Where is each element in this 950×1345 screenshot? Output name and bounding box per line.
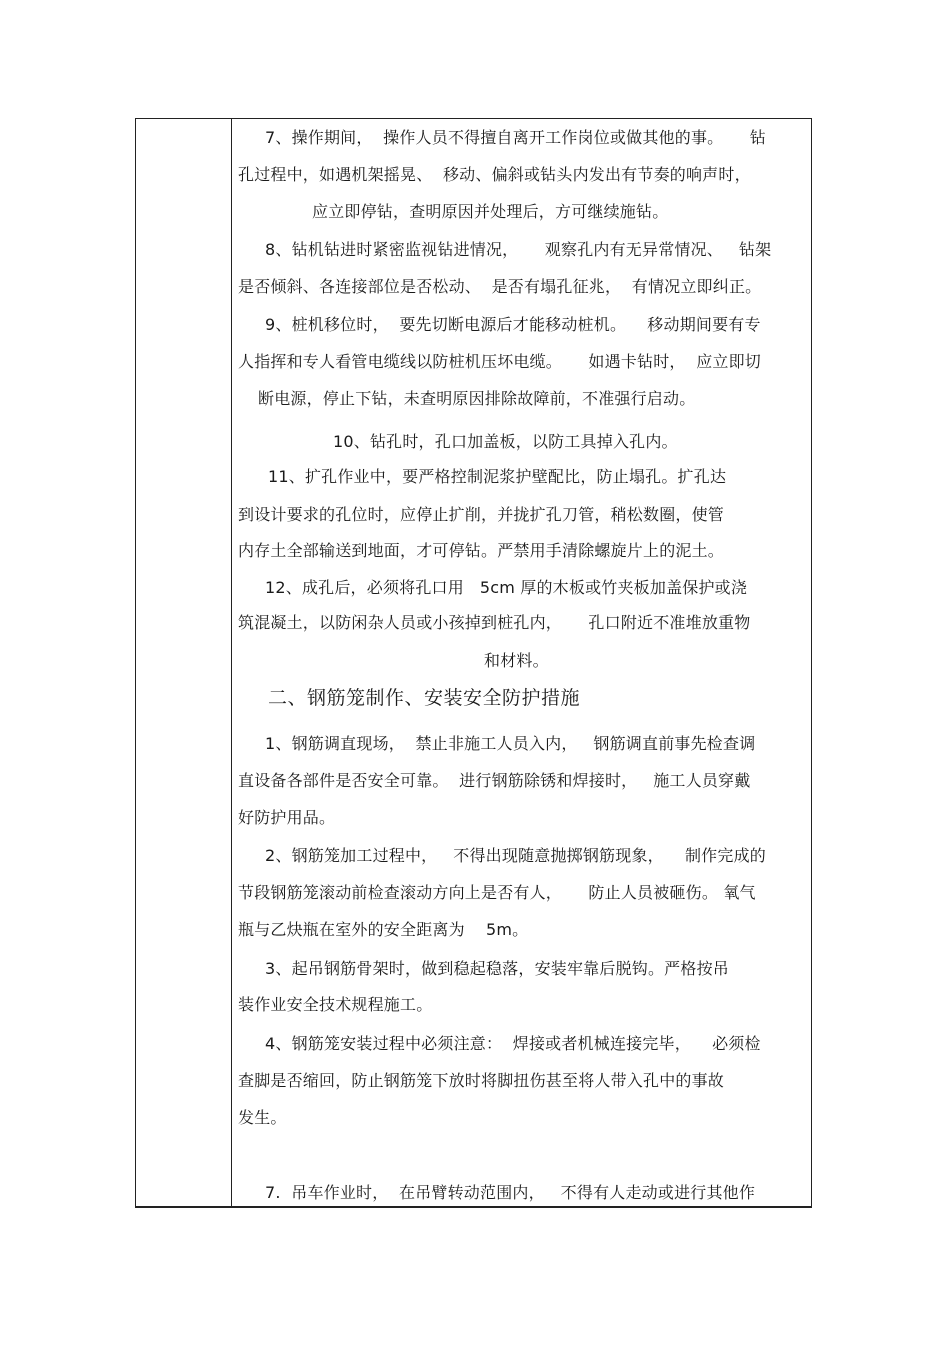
item7-line1: 7、操作期间， 操作人员不得擅自离开工作岗位或做其他的事。 钻 bbox=[265, 128, 766, 147]
item7-line2: 孔过程中，如遇机架摇晃、 移动、偏斜或钻头内发出有节奏的响声时， bbox=[238, 165, 751, 184]
s2-item1-line3: 好防护用品。 bbox=[238, 808, 336, 827]
item12-line1: 12、成孔后，必须将孔口用 5cm 厚的木板或竹夹板加盖保护或浇 bbox=[265, 578, 748, 597]
item11-line1: 11、扩孔作业中，要严格控制泥浆护壁配比，防止塌孔。扩孔达 bbox=[268, 467, 727, 486]
section2-heading: 二、钢筋笼制作、安装安全防护措施 bbox=[268, 687, 581, 709]
s2-item4-line3: 发生。 bbox=[238, 1108, 287, 1127]
item9-line2: 人指挥和专人看管电缆线以防桩机压坏电缆。 如遇卡钻时， 应立即切 bbox=[238, 352, 762, 371]
item8-line2: 是否倾斜、各连接部位是否松动、 是否有塌孔征兆， 有情况立即纠正。 bbox=[238, 277, 762, 296]
item10-line1: 10、钻孔时，孔口加盖板，以防工具掉入孔内。 bbox=[333, 432, 678, 451]
s2-item7-line1: 7. 吊车作业时， 在吊臂转动范围内， 不得有人走动或进行其他作 bbox=[265, 1183, 756, 1202]
s2-item1-line2: 直设备各部件是否安全可靠。 进行钢筋除锈和焊接时， 施工人员穿戴 bbox=[238, 771, 751, 790]
s2-item2-line2: 节段钢筋笼滚动前检查滚动方向上是否有人， 防止人员被砸伤。 氧气 bbox=[238, 883, 756, 902]
s2-item3-line2: 装作业安全技术规程施工。 bbox=[238, 995, 433, 1014]
item9-line3: 断电源，停止下钻，未查明原因排除故障前，不准强行启动。 bbox=[258, 389, 696, 408]
item8-line1: 8、钻机钻进时紧密监视钻进情况， 观察孔内有无异常情况、 钻架 bbox=[265, 240, 772, 259]
s2-item4-line1: 4、钢筋笼安装过程中必须注意： 焊接或者机械连接完毕， 必须检 bbox=[265, 1034, 761, 1053]
table-column-divider bbox=[231, 118, 232, 1208]
item11-line2: 到设计要求的孔位时，应停止扩削，并拢扩孔刀管，稍松数圈，使管 bbox=[238, 505, 725, 524]
item12-line2: 筑混凝土，以防闲杂人员或小孩掉到桩孔内， 孔口附近不准堆放重物 bbox=[238, 613, 751, 632]
item7-line3: 应立即停钻，查明原因并处理后，方可继续施钻。 bbox=[312, 202, 669, 221]
s2-item1-line1: 1、钢筋调直现场， 禁止非施工人员入内， 钢筋调直前事先检查调 bbox=[265, 734, 756, 753]
item12-line3: 和材料。 bbox=[484, 651, 549, 670]
item11-line3: 内存土全部输送到地面，才可停钻。严禁用手清除螺旋片上的泥土。 bbox=[238, 541, 725, 560]
s2-item4-line2: 查脚是否缩回，防止钢筋笼下放时将脚扭伤甚至将人带入孔中的事故 bbox=[238, 1071, 725, 1090]
s2-item2-line3: 瓶与乙炔瓶在室外的安全距离为 5m。 bbox=[238, 920, 529, 939]
s2-item3-line1: 3、起吊钢筋骨架时，做到稳起稳落，安装牢靠后脱钩。严格按吊 bbox=[265, 959, 729, 978]
s2-item2-line1: 2、钢筋笼加工过程中， 不得出现随意抛掷钢筋现象， 制作完成的 bbox=[265, 846, 766, 865]
item9-line1: 9、桩机移位时， 要先切断电源后才能移动桩机。 移动期间要有专 bbox=[265, 315, 761, 334]
